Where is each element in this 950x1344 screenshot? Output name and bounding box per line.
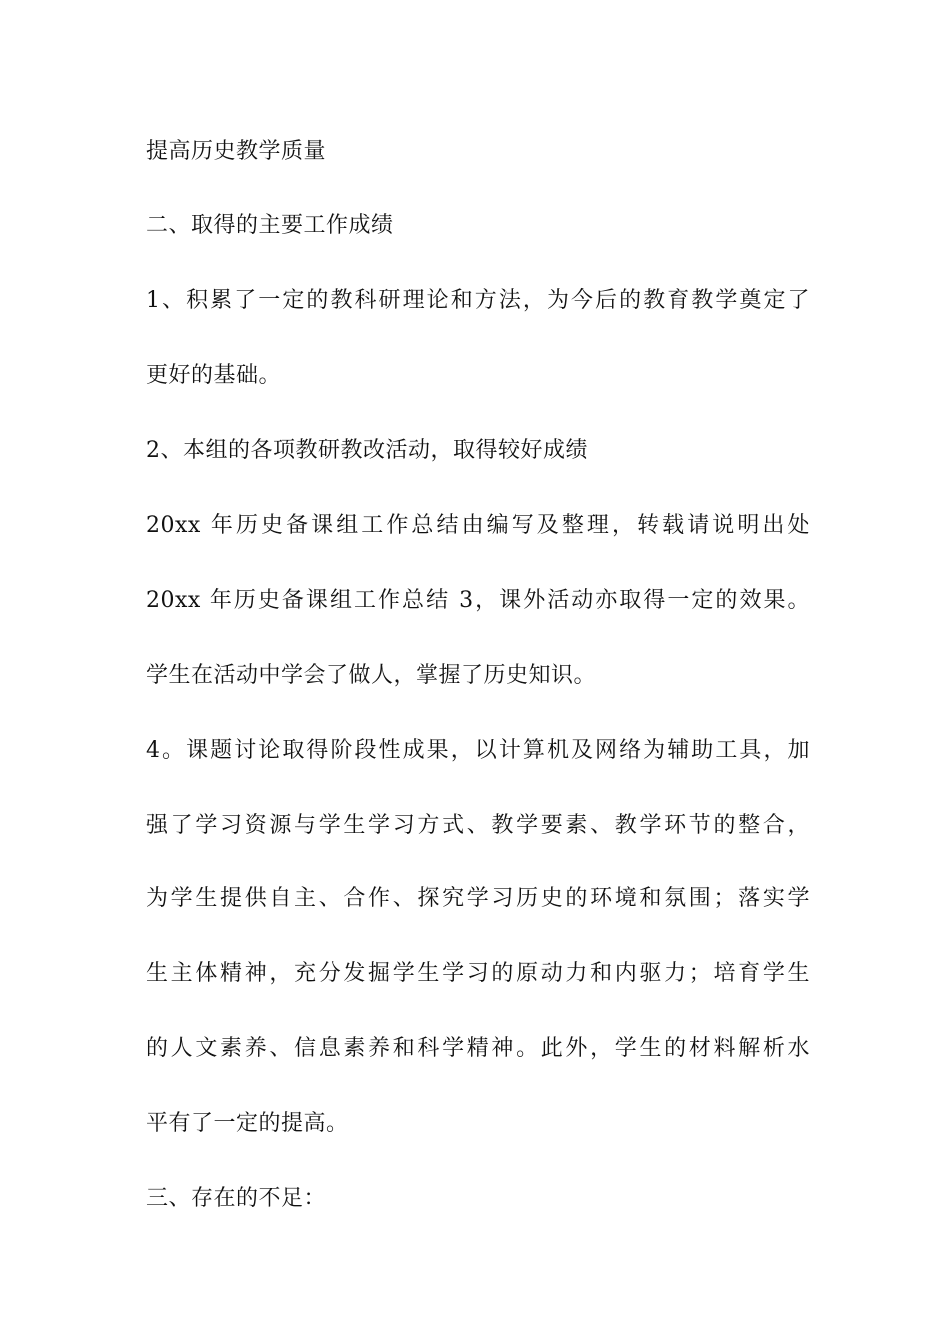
section-heading: 二、取得的主要工作成绩: [146, 213, 394, 238]
text-line: 20xx 年历史备课组工作总结 3，课外活动亦取得一定的效果。: [146, 588, 810, 613]
text-line: 4。课题讨论取得阶段性成果，以计算机及网络为辅助工具，加: [146, 738, 810, 763]
text-line: 为学生提供自主、合作、探究学习历史的环境和氛围；落实学: [146, 886, 810, 911]
text-line: 的人文素养、信息素养和科学精神。此外，学生的材料解析水: [146, 1036, 810, 1061]
text-line: 生主体精神，充分发掘学生学习的原动力和内驱力；培育学生: [146, 961, 810, 986]
text-line: 1、积累了一定的教科研理论和方法，为今后的教育教学奠定了: [146, 288, 810, 313]
text-line: 更好的基础。: [146, 363, 282, 388]
text-line: 强了学习资源与学生学习方式、教学要素、教学环节的整合，: [146, 813, 810, 838]
section-heading: 三、存在的不足：: [146, 1186, 327, 1211]
text-line: 平有了一定的提高。: [146, 1111, 349, 1136]
text-line: 提高历史教学质量: [146, 139, 327, 164]
text-line: 2、本组的各项教研教改活动，取得较好成绩: [146, 438, 588, 463]
text-line: 20xx 年历史备课组工作总结由编写及整理，转载请说明出处: [146, 513, 810, 538]
text-line: 学生在活动中学会了做人，掌握了历史知识。: [146, 663, 597, 688]
